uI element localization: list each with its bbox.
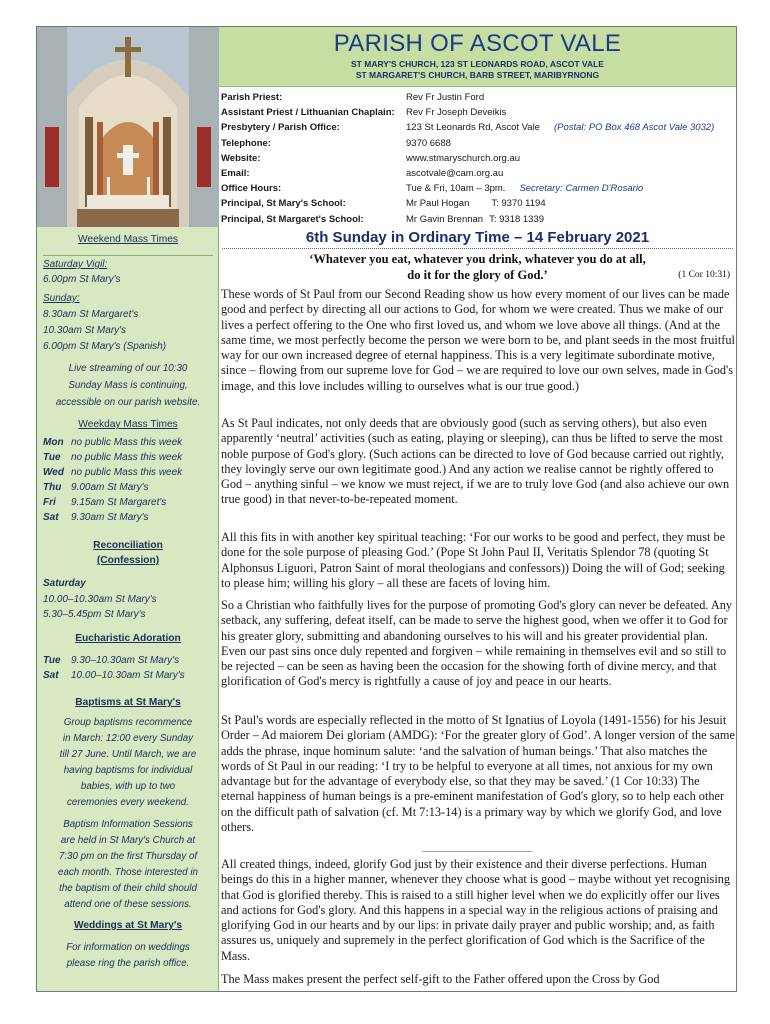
article-paragraph: These words of St Paul from our Second Reading show us how every moment of our lives can be made good and perfect by directing all our actions to God, for whom we were created. Thus we make of our lives a perfect offering to the One who first loved us, and whom we love above all things. (And at the same time, we most perfectly become the person we were born to be, and plant seeds in the most fruitful way for our own increased degree of eternal happiness. This is a very legitimate subordinate motive, since – flowing from our supreme love for God – we are required to love our own selves, made in God's image, and this love includes willing to ourselves what is our true good.): [221, 287, 735, 393]
reconciliation-heading: Reconciliation: [93, 540, 163, 551]
reconciliation-day: Saturday: [43, 578, 86, 589]
church-line-st-margarets: ST MARGARET'S CHURCH, BARB STREET, MARIBYRNONG: [355, 70, 600, 80]
weekday-row: [37, 482, 219, 497]
saturday-vigil-label: Saturday Vigil:: [43, 259, 108, 270]
weekday-row: [37, 437, 219, 452]
article-paragraph: As St Paul indicates, not only deeds that are obviously good (such as serving others), but also even apparently ‘neutral’ activities (such as eating, playing or sleeping), can thus be lifted to serve the most noble purpose of God's glory. (Such actions can be directed to love of God because carried out rightly, they lovingly serve our own legitimate good.) And any action we realise cannot be rightly offered to God – anything sinful – we know we must reject, if we are to truly love God (and also achieve our own true good) in that never-to-be-repeated moment.: [221, 416, 730, 507]
weekday-day: Mon: [43, 437, 64, 448]
weekday-text: 9.00am St Mary's: [71, 482, 149, 493]
info-value: Tue & Fri, 10am – 3pm.: [406, 183, 506, 195]
info-label: Parish Priest:: [221, 92, 283, 103]
adoration-list: [37, 655, 219, 685]
info-value: 9370 6688: [406, 137, 451, 149]
weekday-text: no public Mass this week: [71, 452, 183, 463]
reconciliation-time: 10.00–10.30am St Mary's: [43, 594, 157, 605]
info-label: Email:: [221, 167, 250, 179]
article-paragraph: All created things, indeed, glorify God just by their existence and their diverse perfections. Human beings do this in a higher manner, whenever they choose what is good – maybe without yet recognising that God is glorified thereby. This is raised to a still higher level when we do explicitly offer our lives and actions for God's glory. And this happens in a special way in the religious actions of praising and glorifying God in our hearts and by our lips: in private daily prayer and public worship; and, as faith assures us, uniquely and supremely in the perfect glorification of God which is the Sacrifice of the Mass.: [221, 857, 731, 963]
baptism-line: having baptisms for individual: [63, 765, 193, 776]
weekday-row: [37, 512, 219, 527]
article-paragraph: The Mass makes present the perfect self-gift to the Father offered upon the Cross by God: [221, 972, 660, 986]
baptism-info-line: are held in St Mary's Church at: [60, 835, 196, 846]
weekday-mass-heading: Weekday Mass Times: [78, 419, 178, 430]
info-note-secretary: Secretary: Carmen D'Rosario: [519, 183, 644, 195]
info-extra-phone: T: 9318 1339: [489, 213, 545, 225]
baptism-info-line: attend one of these sessions.: [64, 899, 192, 910]
church-line-st-marys: ST MARY'S CHURCH, 123 ST LEONARDS ROAD, ASCOT VALE: [351, 59, 604, 69]
weekend-mass-heading: Weekend Mass Times: [77, 234, 179, 245]
sunday-time: 8.30am St Margaret's: [43, 309, 139, 320]
weekday-day: Tue: [43, 452, 61, 463]
adoration-row: [37, 670, 219, 685]
info-label: Principal, St Mary's School:: [221, 198, 346, 210]
divider: [43, 255, 213, 256]
livestream-line: Live streaming of our 10:30: [68, 363, 188, 374]
parish-title: PARISH OF ASCOT VALE: [333, 30, 622, 57]
saturday-vigil-time: 6.00pm St Mary's: [43, 274, 121, 285]
title-rule: [222, 248, 733, 249]
weekday-row: [37, 467, 219, 482]
page-title: 6th Sunday in Ordinary Time – 14 February 2021: [305, 229, 650, 246]
sidebar: [37, 227, 219, 991]
website-link[interactable]: www.stmaryschurch.org.au: [406, 152, 521, 164]
church-interior-photo: [37, 27, 219, 227]
scripture-quote-line-1: ‘Whatever you eat, whatever you drink, whatever you do at all,: [309, 252, 646, 266]
baptism-line: Group baptisms recommence: [63, 717, 193, 728]
article-paragraph: All this fits in with another key spiritual teaching: ‘For our works to be good and perfect, they must be done for the sole purpose of pleasing God.’ (Pope St John Paul II, Veritatis Splendor 78 (quoting St Alphonsus Liguori, Patron Saint of moral theologians and confessors)) Doing the will of God; seeking to please him; willing his glory – all these are facets of loving him.: [221, 530, 726, 590]
weddings-line: For information on weddings: [66, 942, 190, 953]
weekday-text: no public Mass this week: [71, 437, 183, 448]
info-label: Assistant Priest / Lithuanian Chaplain:: [221, 107, 395, 119]
info-note-postal: (Postal: PO Box 468 Ascot Vale 3032): [553, 122, 715, 134]
weekday-day: Thu: [43, 482, 62, 493]
scripture-quote-line-2: do it for the glory of God.’: [407, 268, 548, 282]
info-value: 123 St Leonards Rd, Ascot Vale: [406, 122, 540, 134]
info-value: Mr Gavin Brennan: [406, 213, 484, 225]
baptism-info-line: Baptism Information Sessions: [63, 819, 193, 830]
info-value: Mr Paul Hogan: [406, 198, 470, 210]
baptism-line: ceremonies every weekend.: [67, 797, 189, 808]
adoration-row: [37, 655, 219, 670]
adoration-text: 10.00–10.30am St Mary's: [71, 670, 185, 681]
sunday-label: Sunday:: [43, 293, 80, 304]
info-extra-phone: T: 9370 1194: [491, 198, 546, 210]
baptism-line: in March: 12:00 every Sunday: [62, 733, 194, 744]
baptism-info-line: each month. Those interested in: [58, 867, 198, 878]
baptism-info-line: the baptism of their child should: [59, 883, 197, 894]
info-value: Rev Fr Joseph Deveikis: [406, 107, 507, 119]
scripture-reference: (1 Cor 10:31): [678, 270, 730, 280]
weddings-line: please ring the parish office.: [66, 958, 190, 969]
adoration-text: 9.30–10.30am St Mary's: [71, 655, 180, 666]
info-label: Office Hours:: [221, 183, 282, 195]
info-value: Rev Fr Justin Ford: [406, 92, 485, 103]
confession-heading: (Confession): [96, 555, 160, 566]
info-label: Website:: [221, 152, 261, 164]
baptism-info-line: 7:30 pm on the first Thursday of: [58, 851, 198, 862]
livestream-line: accessible on our parish website.: [55, 397, 201, 408]
weekday-text: 9.15am St Margaret's: [71, 497, 167, 508]
info-label: Principal, St Margaret's School:: [221, 213, 364, 225]
info-label: Presbytery / Parish Office:: [221, 122, 340, 134]
reconciliation-time: 5.30–5.45pm St Mary's: [43, 609, 146, 620]
baptism-line: till 27 June. Until March, we are: [59, 749, 197, 760]
weekday-day: Wed: [43, 467, 64, 478]
email-link[interactable]: ascotvale@cam.org.au: [406, 167, 504, 179]
section-separator: ______________________: [422, 842, 533, 853]
weekday-text: 9.30am St Mary's: [71, 512, 149, 523]
adoration-day: Tue: [43, 655, 61, 666]
weekday-row: [37, 452, 219, 467]
weekday-day: Fri: [43, 497, 56, 508]
adoration-heading: Eucharistic Adoration: [75, 633, 181, 644]
article-paragraph: So a Christian who faithfully lives for the purpose of promoting God's glory can never be defeated. Any setback, any suffering, defeat itself, can be made to serve the highest good, when we offer it to God for his greater glory, submitting and abandoning ourselves to his will and his greater providential plan. Even our past sins once duly repented and forgiven – while remaining in themselves evil and so still to be rejected – can be seen as having been the occasion for the showing forth of divine mercy, and that glorification of God's mercy is rightfully a cause of joy and peace in our hearts.: [221, 598, 733, 689]
sunday-time: 6.00pm St Mary's (Spanish): [43, 341, 167, 352]
weekday-day: Sat: [43, 512, 59, 523]
info-label: Telephone:: [221, 137, 271, 149]
weekday-list: [37, 437, 219, 527]
baptisms-heading: Baptisms at St Mary's: [75, 697, 181, 708]
sunday-time: 10.30am St Mary's: [43, 325, 127, 336]
adoration-day: Sat: [43, 670, 59, 681]
article-paragraph: St Paul's words are especially reflected in the motto of St Ignatius of Loyola (1491-1556) for his Jesuit Order – Ad maiorem Dei gloriam (AMDG): ‘For the greater glory of God’. A longer version of the same adds the phrase, inque hominum salute: ‘and the salvation of human beings.’ That also matches the words of St Paul in our reading: ‘I try to be helpful to everyone at all times, not anxious for my own advantage but for the advantage of everybody else, so that they may be saved.’ (1 Cor 10:33) The eternal happiness of human beings is a pre-eminent manifestation of God's glory, so to help each other on the difficult path of salvation (cf. Mt 7:13-14) is a primary way by which we glorify God, and love others.: [221, 713, 735, 835]
livestream-line: Sunday Mass is continuing,: [68, 380, 188, 391]
weddings-heading: Weddings at St Mary's: [73, 920, 183, 931]
weekday-text: no public Mass this week: [71, 467, 183, 478]
weekday-row: [37, 497, 219, 512]
baptism-line: babies, with up to two: [80, 781, 176, 792]
